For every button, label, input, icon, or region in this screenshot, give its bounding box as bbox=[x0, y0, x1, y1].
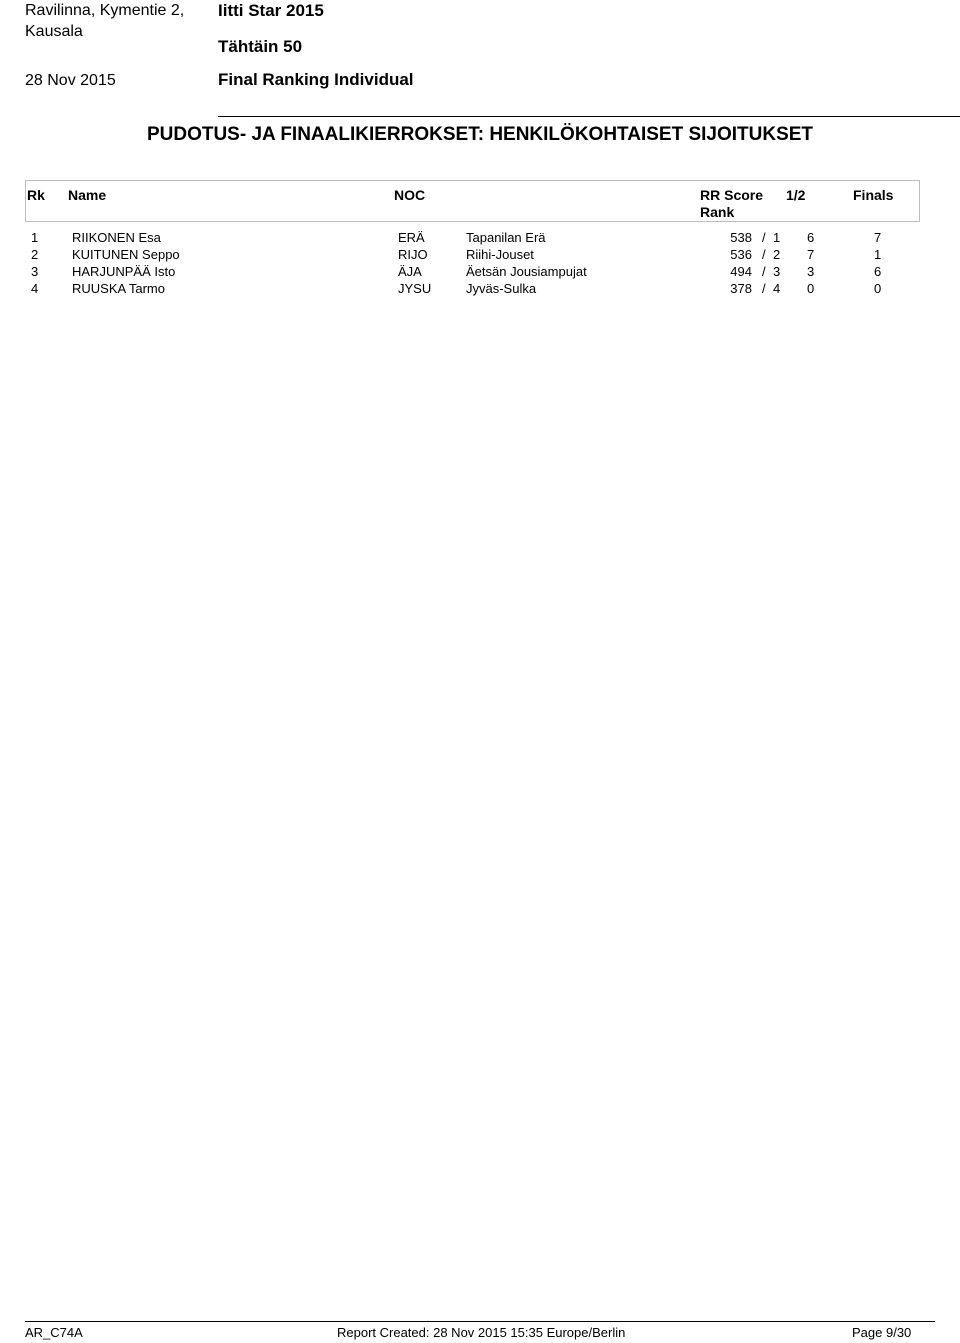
cell-rank: 2 bbox=[31, 247, 39, 262]
cell-rr-rank: 3 bbox=[773, 264, 781, 279]
footer-divider bbox=[25, 1321, 935, 1322]
cell-semifinal: 0 bbox=[807, 281, 815, 296]
cell-rank: 4 bbox=[31, 281, 39, 296]
event-date: 28 Nov 2015 bbox=[25, 72, 116, 89]
cell-rr-rank: 1 bbox=[773, 230, 781, 245]
column-header-rank: Rank bbox=[700, 204, 735, 220]
cell-name: RUUSKA Tarmo bbox=[72, 281, 165, 296]
cell-rank: 3 bbox=[31, 264, 39, 279]
table-row bbox=[0, 246, 960, 263]
cell-rr-score: 378 bbox=[730, 281, 752, 296]
cell-separator: / bbox=[762, 230, 766, 245]
report-code: AR_C74A bbox=[25, 1325, 83, 1340]
venue-line-1: Ravilinna, Kymentie 2, bbox=[25, 2, 185, 19]
cell-finals: 1 bbox=[874, 247, 882, 262]
cell-name: KUITUNEN Seppo bbox=[72, 247, 180, 262]
cell-finals: 0 bbox=[874, 281, 882, 296]
cell-semifinal: 3 bbox=[807, 264, 815, 279]
column-header-rk: Rk bbox=[27, 187, 45, 203]
column-header-half: 1/2 bbox=[786, 187, 806, 203]
cell-rr-score: 494 bbox=[730, 264, 752, 279]
header-divider bbox=[218, 116, 960, 117]
cell-rr-score: 538 bbox=[730, 230, 752, 245]
cell-name: RIIKONEN Esa bbox=[72, 230, 161, 245]
venue-line-2: Kausala bbox=[25, 23, 83, 40]
table-row bbox=[0, 229, 960, 246]
cell-noc: ERÄ bbox=[398, 230, 425, 245]
cell-club: Äetsän Jousiampujat bbox=[466, 264, 587, 279]
page-number: Page 9/30 bbox=[852, 1325, 912, 1340]
column-header-rr-score: RR Score bbox=[700, 187, 764, 203]
cell-name: HARJUNPÄÄ Isto bbox=[72, 264, 176, 279]
venue-location bbox=[25, 0, 184, 42]
cell-rr-rank: 4 bbox=[773, 281, 781, 296]
table-row bbox=[0, 280, 960, 297]
column-header-finals: Finals bbox=[853, 187, 894, 203]
cell-separator: / bbox=[762, 281, 766, 296]
cell-rr-rank: 2 bbox=[773, 247, 781, 262]
section-title: PUDOTUS- JA FINAALIKIERROKSET: HENKILÖKOHTAISET SIJOITUKSET bbox=[146, 124, 814, 145]
cell-rank: 1 bbox=[31, 230, 39, 245]
table-row bbox=[0, 263, 960, 280]
event-subtitle: Tähtäin 50 bbox=[218, 37, 303, 56]
cell-club: Tapanilan Erä bbox=[466, 230, 546, 245]
cell-club: Jyväs-Sulka bbox=[466, 281, 537, 296]
cell-separator: / bbox=[762, 247, 766, 262]
event-title: Iitti Star 2015 bbox=[218, 1, 324, 20]
column-header-name: Name bbox=[68, 187, 107, 203]
cell-finals: 7 bbox=[874, 230, 882, 245]
cell-separator: / bbox=[762, 264, 766, 279]
cell-noc: ÄJA bbox=[398, 264, 422, 279]
cell-finals: 6 bbox=[874, 264, 882, 279]
report-title: Final Ranking Individual bbox=[218, 70, 414, 89]
cell-rr-score: 536 bbox=[730, 247, 752, 262]
column-header-noc: NOC bbox=[394, 187, 426, 203]
cell-noc: RIJO bbox=[398, 247, 428, 262]
cell-semifinal: 7 bbox=[807, 247, 815, 262]
cell-noc: JYSU bbox=[398, 281, 432, 296]
cell-club: Riihi-Jouset bbox=[466, 247, 534, 262]
report-created: Report Created: 28 Nov 2015 15:35 Europe/Berlin bbox=[337, 1325, 626, 1340]
cell-semifinal: 6 bbox=[807, 230, 815, 245]
